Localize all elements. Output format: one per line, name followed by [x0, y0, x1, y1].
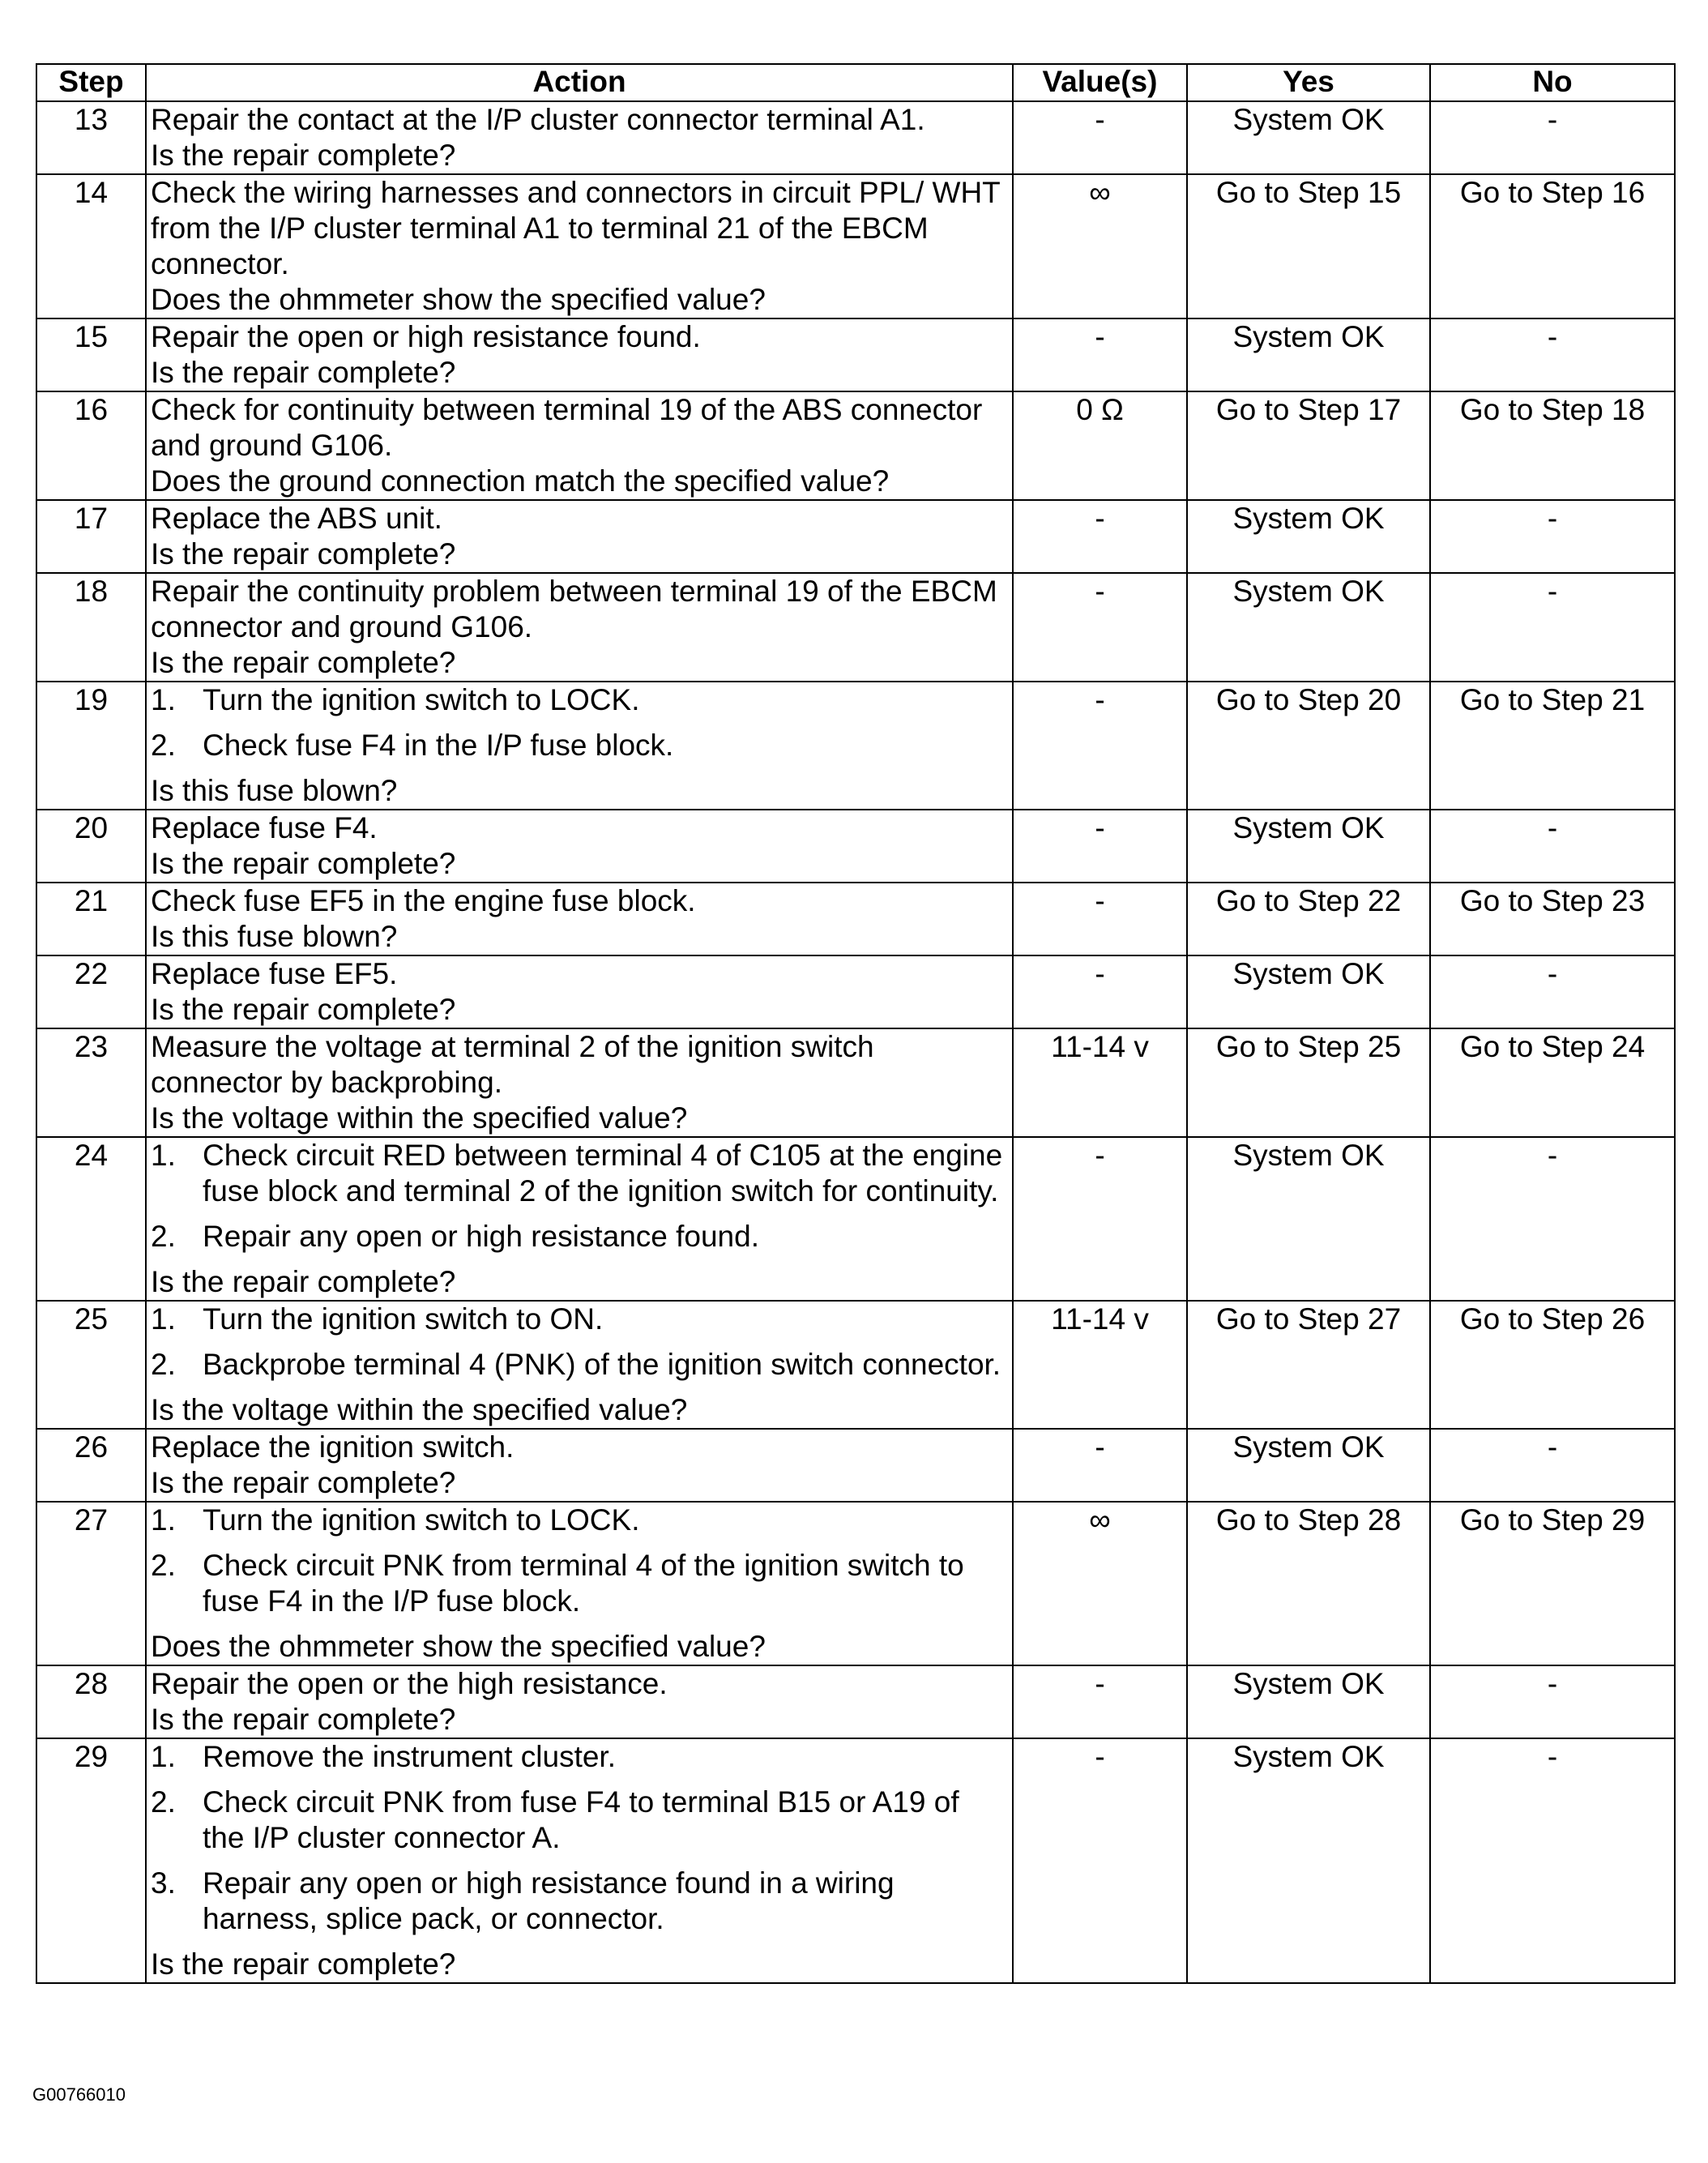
action-question: Is the repair complete?	[151, 1265, 456, 1298]
step-cell: 20	[36, 810, 146, 883]
table-row	[36, 101, 1675, 174]
no-cell: Go to Step 24	[1430, 1028, 1675, 1137]
header-yes: Yes	[1187, 64, 1430, 101]
list-item-text: Repair any open or high resistance found.	[203, 1220, 759, 1253]
table-row	[36, 1502, 1675, 1665]
diagnostic-table	[36, 63, 1676, 1984]
value-cell: -	[1013, 500, 1187, 573]
list-item-text: Check circuit PNK from fuse F4 to terminal B15 or A19 of the I/P cluster connector A.	[203, 1785, 959, 1854]
value-cell: -	[1013, 101, 1187, 174]
value-cell: -	[1013, 1137, 1187, 1301]
action-text: Is the repair complete?	[151, 993, 456, 1026]
action-cell	[146, 1137, 1013, 1301]
step-cell: 22	[36, 955, 146, 1028]
list-item-number: 2.	[151, 1785, 176, 1819]
list-item-text: Check circuit RED between terminal 4 of C105 at the engine fuse block and terminal 2 of the ignition switch for continuity.	[203, 1139, 1003, 1208]
no-cell: -	[1430, 101, 1675, 174]
value-cell: -	[1013, 810, 1187, 883]
table-row	[36, 573, 1675, 682]
action-question: Does the ohmmeter show the specified value?	[151, 1630, 766, 1663]
table-row	[36, 391, 1675, 500]
no-cell: -	[1430, 573, 1675, 682]
list-item-number: 1.	[151, 1139, 176, 1172]
step-cell: 19	[36, 682, 146, 810]
yes-cell: System OK	[1187, 1137, 1430, 1301]
header-values: Value(s)	[1013, 64, 1187, 101]
no-cell: -	[1430, 1665, 1675, 1738]
list-item-text: Repair any open or high resistance found in a wiring harness, splice pack, or connector.	[203, 1866, 895, 1935]
step-cell: 21	[36, 883, 146, 955]
action-cell	[146, 318, 1013, 391]
list-item-text: Remove the instrument cluster.	[203, 1740, 616, 1773]
step-cell: 17	[36, 500, 146, 573]
yes-cell: Go to Step 28	[1187, 1502, 1430, 1665]
action-text: Does the ohmmeter show the specified value?	[151, 283, 766, 316]
table-header-row	[36, 64, 1675, 101]
action-text: Repair the open or the high resistance.	[151, 1667, 668, 1700]
action-list-item	[151, 682, 1008, 728]
step-cell: 29	[36, 1738, 146, 1983]
no-cell: -	[1430, 955, 1675, 1028]
action-text: Check for continuity between terminal 19 of the ABS connector and ground G106.	[151, 393, 983, 462]
no-cell: -	[1430, 500, 1675, 573]
list-item-number: 3.	[151, 1866, 176, 1900]
action-cell	[146, 1738, 1013, 1983]
yes-cell: System OK	[1187, 955, 1430, 1028]
action-question: Is the repair complete?	[151, 1947, 456, 1981]
value-cell: 0 Ω	[1013, 391, 1187, 500]
action-list-item	[151, 1503, 1008, 1548]
table-row	[36, 1301, 1675, 1429]
action-cell	[146, 883, 1013, 955]
action-text: Is the repair complete?	[151, 139, 456, 172]
yes-cell: Go to Step 25	[1187, 1028, 1430, 1137]
list-item-number: 2.	[151, 1549, 176, 1582]
action-list-item	[151, 1785, 1008, 1866]
action-text: Repair the contact at the I/P cluster connector terminal A1.	[151, 103, 925, 136]
list-item-text: Check fuse F4 in the I/P fuse block.	[203, 729, 674, 762]
list-item-text: Backprobe terminal 4 (PNK) of the ignition switch connector.	[203, 1348, 1001, 1381]
list-item-number: 1.	[151, 1503, 176, 1537]
value-cell: -	[1013, 1738, 1187, 1983]
action-text: Measure the voltage at terminal 2 of the ignition switch connector by backprobing.	[151, 1030, 874, 1099]
list-item-number: 2.	[151, 1220, 176, 1253]
action-text: Is the repair complete?	[151, 646, 456, 679]
no-cell: -	[1430, 318, 1675, 391]
no-cell: Go to Step 23	[1430, 883, 1675, 955]
action-text: Check fuse EF5 in the engine fuse block.	[151, 884, 696, 917]
action-text: Repair the continuity problem between terminal 19 of the EBCM connector and ground G106.	[151, 575, 997, 643]
action-list-item	[151, 1138, 1008, 1219]
table-body	[36, 101, 1675, 1983]
no-cell: Go to Step 16	[1430, 174, 1675, 318]
table-row	[36, 1665, 1675, 1738]
list-item-number: 2.	[151, 1348, 176, 1381]
action-cell	[146, 500, 1013, 573]
yes-cell: System OK	[1187, 1429, 1430, 1502]
action-text: Is the repair complete?	[151, 537, 456, 571]
value-cell: ∞	[1013, 174, 1187, 318]
list-item-number: 1.	[151, 683, 176, 716]
yes-cell: System OK	[1187, 573, 1430, 682]
step-cell: 25	[36, 1301, 146, 1429]
action-text: Replace fuse EF5.	[151, 957, 398, 990]
list-item-number: 2.	[151, 729, 176, 762]
value-cell: -	[1013, 955, 1187, 1028]
value-cell: -	[1013, 1429, 1187, 1502]
value-cell: -	[1013, 318, 1187, 391]
list-item-text: Turn the ignition switch to LOCK.	[203, 1503, 640, 1537]
action-text: Is the repair complete?	[151, 1703, 456, 1736]
no-cell: -	[1430, 810, 1675, 883]
yes-cell: Go to Step 27	[1187, 1301, 1430, 1429]
action-text: Is the repair complete?	[151, 847, 456, 880]
table-row	[36, 1738, 1675, 1983]
header-action: Action	[146, 64, 1013, 101]
action-list-item	[151, 728, 1008, 773]
table-row	[36, 318, 1675, 391]
action-text: Is the repair complete?	[151, 356, 456, 389]
step-cell: 14	[36, 174, 146, 318]
action-cell	[146, 391, 1013, 500]
action-list-item	[151, 1219, 1008, 1264]
yes-cell: Go to Step 17	[1187, 391, 1430, 500]
yes-cell: System OK	[1187, 810, 1430, 883]
no-cell: -	[1430, 1738, 1675, 1983]
value-cell: 11-14 v	[1013, 1301, 1187, 1429]
table-row	[36, 810, 1675, 883]
value-cell: -	[1013, 573, 1187, 682]
action-cell	[146, 810, 1013, 883]
action-list-item	[151, 1347, 1008, 1392]
step-cell: 26	[36, 1429, 146, 1502]
action-question: Is this fuse blown?	[151, 774, 398, 807]
step-cell: 13	[36, 101, 146, 174]
header-step: Step	[36, 64, 146, 101]
action-text: Is this fuse blown?	[151, 920, 398, 953]
step-cell: 15	[36, 318, 146, 391]
no-cell: -	[1430, 1137, 1675, 1301]
action-list-item	[151, 1739, 1008, 1785]
action-text: Is the voltage within the specified value?	[151, 1101, 688, 1135]
action-cell	[146, 1429, 1013, 1502]
step-cell: 18	[36, 573, 146, 682]
table-row	[36, 955, 1675, 1028]
action-cell	[146, 1028, 1013, 1137]
action-cell	[146, 101, 1013, 174]
action-text: Is the repair complete?	[151, 1466, 456, 1499]
action-text: Check the wiring harnesses and connectors in circuit PPL/ WHT from the I/P cluster terminal A1 to terminal 21 of the EBCM connector.	[151, 176, 1001, 280]
action-cell	[146, 1665, 1013, 1738]
action-list-item	[151, 1866, 1008, 1947]
table-row	[36, 883, 1675, 955]
step-cell: 23	[36, 1028, 146, 1137]
value-cell: -	[1013, 1665, 1187, 1738]
action-cell	[146, 682, 1013, 810]
yes-cell: System OK	[1187, 1665, 1430, 1738]
list-item-number: 1.	[151, 1302, 176, 1336]
action-cell	[146, 1301, 1013, 1429]
action-cell	[146, 1502, 1013, 1665]
header-no: No	[1430, 64, 1675, 101]
figure-id: G00766010	[32, 2084, 126, 2105]
list-item-text: Check circuit PNK from terminal 4 of the ignition switch to fuse F4 in the I/P fuse block.	[203, 1549, 964, 1618]
action-text: Replace fuse F4.	[151, 811, 378, 844]
yes-cell: System OK	[1187, 101, 1430, 174]
list-item-number: 1.	[151, 1740, 176, 1773]
yes-cell: System OK	[1187, 1738, 1430, 1983]
action-list-item	[151, 1302, 1008, 1347]
yes-cell: System OK	[1187, 500, 1430, 573]
no-cell: Go to Step 18	[1430, 391, 1675, 500]
action-cell	[146, 955, 1013, 1028]
table-row	[36, 500, 1675, 573]
yes-cell: System OK	[1187, 318, 1430, 391]
table-row	[36, 1028, 1675, 1137]
step-cell: 28	[36, 1665, 146, 1738]
value-cell: -	[1013, 883, 1187, 955]
table-row	[36, 174, 1675, 318]
action-text: Replace the ignition switch.	[151, 1430, 515, 1464]
list-item-text: Turn the ignition switch to ON.	[203, 1302, 604, 1336]
table-row	[36, 1429, 1675, 1502]
yes-cell: Go to Step 20	[1187, 682, 1430, 810]
action-cell	[146, 174, 1013, 318]
no-cell: Go to Step 21	[1430, 682, 1675, 810]
no-cell: Go to Step 29	[1430, 1502, 1675, 1665]
value-cell: ∞	[1013, 1502, 1187, 1665]
value-cell: 11-14 v	[1013, 1028, 1187, 1137]
step-cell: 16	[36, 391, 146, 500]
table-row	[36, 682, 1675, 810]
action-question: Is the voltage within the specified value?	[151, 1393, 688, 1426]
action-list-item	[151, 1548, 1008, 1629]
yes-cell: Go to Step 15	[1187, 174, 1430, 318]
step-cell: 27	[36, 1502, 146, 1665]
step-cell: 24	[36, 1137, 146, 1301]
action-text: Replace the ABS unit.	[151, 502, 442, 535]
no-cell: -	[1430, 1429, 1675, 1502]
action-cell	[146, 573, 1013, 682]
no-cell: Go to Step 26	[1430, 1301, 1675, 1429]
action-text: Does the ground connection match the specified value?	[151, 464, 890, 498]
action-text: Repair the open or high resistance found.	[151, 320, 701, 353]
value-cell: -	[1013, 682, 1187, 810]
table-row	[36, 1137, 1675, 1301]
yes-cell: Go to Step 22	[1187, 883, 1430, 955]
list-item-text: Turn the ignition switch to LOCK.	[203, 683, 640, 716]
